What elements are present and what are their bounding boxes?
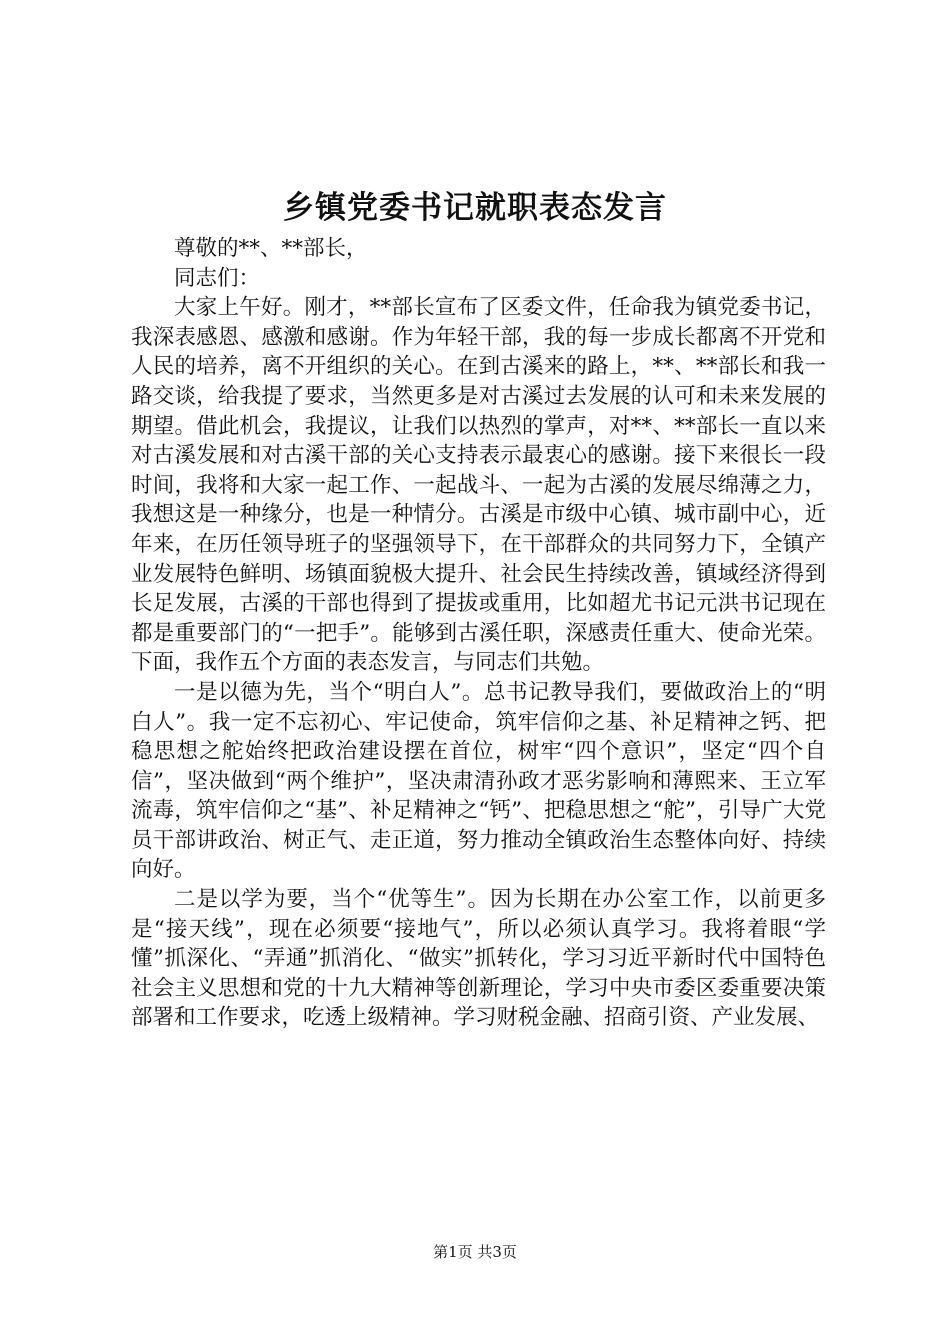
body-paragraph: 一是以德为先，当个“明白人”。总书记教导我们，要做政治上的“明白人”。我一定不忘初心、牢记使命，筑牢信仰之基、补足精神之钙、把稳思想之舵始终把政治建设摆在首位，树牢“四个意识”，坚定“四个自信”，坚决做到“两个维护”，坚决肃清孙政才恶劣影响和薄熙来、王立军流毒，筑牢信仰之“基”、补足精神之“钙”、把稳思想之“舵”，引导广大党员干部讲政治、树正气、走正道，努力推动全镇政治生态整体向好、持续向好。 <box>131 679 826 883</box>
salutation-line: 尊敬的**、**部长， <box>174 236 368 261</box>
document-title: 乡镇党委书记就职表态发言 <box>283 190 667 226</box>
body-paragraph: 大家上午好。刚才，**部长宣布了区委文件，任命我为镇党委书记，我深表感恩、感激和感谢。作为年轻干部，我的每一步成长都离不开党和人民的培养，离不开组织的关心。在到古溪来的路上，**、**部长和我一路交谈，给我提了要求，当然更多是对古溪过去发展的认可和未来发展的期望。借此机会，我提议，让我们以热烈的掌声，对**、**部长一直以来对古溪发展和对古溪干部的关心支持表示最衷心的感谢。接下来很长一段时间，我将和大家一起工作、一起战斗、一起为古溪的发展尽绵薄之力，我想这是一种缘分，也是一种情分。古溪是市级中心镇、城市副中心，近年来，在历任领导班子的坚强领导下，在干部群众的共同努力下，全镇产业发展特色鲜明、场镇面貌极大提升、社会民生持续改善，镇域经济得到长足发展，古溪的干部也得到了提拔或重用，比如超尤书记元洪书记现在都是重要部门的“一把手”。能够到古溪任职，深感责任重大、使命光荣。下面，我作五个方面的表态发言，与同志们共勉。 <box>131 295 826 676</box>
document-body <box>131 234 826 1033</box>
body-paragraph: 二是以学为要，当个“优等生”。因为长期在办公室工作，以前更多是“接天线”，现在必须要“接地气”，所以必须认真学习。我将着眼“学懂”抓深化、“弄通”抓消化、“做实”抓转化，学习习近平新时代中国特色社会主义思想和党的十九大精神等创新理论，学习中央市委区委重要决策部署和工作要求，吃透上级精神。学习财税金融、招商引资、产业发展、 <box>131 887 826 1031</box>
salutation-line: 同志们： <box>174 265 261 291</box>
page-footer: 第1页 共3页 <box>433 1243 517 1261</box>
